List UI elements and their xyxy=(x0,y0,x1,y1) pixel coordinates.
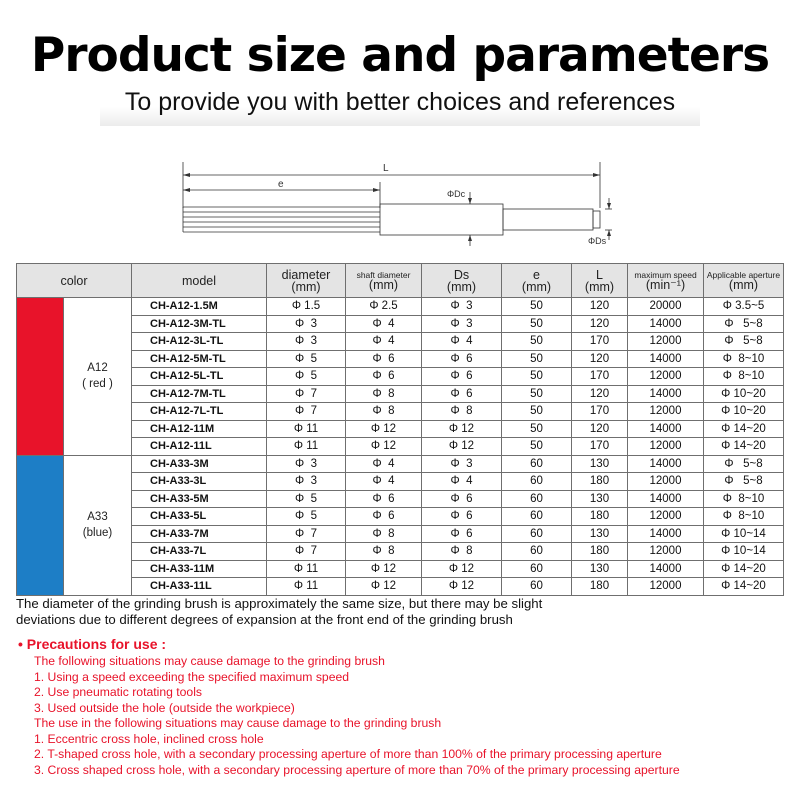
precaution-line: 1. Using a speed exceeding the specified maximum speed xyxy=(34,669,350,684)
cell-model: CH-A12-11M xyxy=(132,420,267,438)
color-swatch-blue xyxy=(17,455,64,595)
cell-ds: Φ 12 xyxy=(422,438,502,456)
cell-speed: 14000 xyxy=(628,455,704,473)
cell-aperture: Φ 5~8 xyxy=(704,333,784,351)
cell-diameter: Φ 11 xyxy=(267,560,346,578)
cell-l: 130 xyxy=(572,560,628,578)
cell-model: CH-A33-7L xyxy=(132,543,267,561)
group-label-a33: A33 (blue) xyxy=(64,455,132,595)
cell-ds: Φ 6 xyxy=(422,368,502,386)
cell-model: CH-A33-7M xyxy=(132,525,267,543)
cell-model: CH-A12-5M-TL xyxy=(132,350,267,368)
cell-speed: 12000 xyxy=(628,368,704,386)
cell-ds: Φ 3 xyxy=(422,315,502,333)
cell-l: 180 xyxy=(572,578,628,596)
cell-e: 60 xyxy=(502,455,572,473)
color-swatch-red xyxy=(17,298,64,456)
cell-aperture: Φ 10~20 xyxy=(704,403,784,421)
cell-shaft: Φ 4 xyxy=(346,455,422,473)
header-aperture: Applicable aperture (mm) xyxy=(704,264,784,298)
cell-diameter: Φ 11 xyxy=(267,420,346,438)
cell-diameter: Φ 1.5 xyxy=(267,298,346,316)
table-row xyxy=(17,508,784,526)
cell-l: 170 xyxy=(572,403,628,421)
cell-e: 60 xyxy=(502,473,572,491)
header-ds: Ds (mm) xyxy=(422,264,502,298)
precaution-line: 1. Eccentric cross hole, inclined cross hole xyxy=(34,731,264,746)
cell-speed: 14000 xyxy=(628,560,704,578)
spec-table xyxy=(16,263,784,596)
cell-ds: Φ 8 xyxy=(422,543,502,561)
cell-aperture: Φ 14~20 xyxy=(704,578,784,596)
cell-e: 50 xyxy=(502,315,572,333)
cell-model: CH-A33-5M xyxy=(132,490,267,508)
table-row xyxy=(17,490,784,508)
cell-e: 50 xyxy=(502,298,572,316)
cell-aperture: Φ 8~10 xyxy=(704,368,784,386)
cell-diameter: Φ 5 xyxy=(267,508,346,526)
cell-ds: Φ 6 xyxy=(422,525,502,543)
cell-model: CH-A33-11M xyxy=(132,560,267,578)
cell-model: CH-A33-3L xyxy=(132,473,267,491)
cell-e: 50 xyxy=(502,333,572,351)
cell-aperture: Φ 5~8 xyxy=(704,315,784,333)
diagram-label-dc: ΦDc xyxy=(447,189,466,199)
cell-shaft: Φ 6 xyxy=(346,350,422,368)
table-row xyxy=(17,438,784,456)
cell-aperture: Φ 8~10 xyxy=(704,490,784,508)
table-row xyxy=(17,525,784,543)
cell-l: 120 xyxy=(572,385,628,403)
diagram-label-L: L xyxy=(383,163,389,174)
cell-l: 120 xyxy=(572,420,628,438)
cell-speed: 14000 xyxy=(628,350,704,368)
cell-diameter: Φ 5 xyxy=(267,490,346,508)
table-row xyxy=(17,420,784,438)
diagram-label-ds: ΦDs xyxy=(588,236,607,246)
cell-aperture: Φ 8~10 xyxy=(704,350,784,368)
cell-speed: 12000 xyxy=(628,508,704,526)
cell-ds: Φ 12 xyxy=(422,420,502,438)
cell-aperture: Φ 5~8 xyxy=(704,455,784,473)
cell-ds: Φ 6 xyxy=(422,350,502,368)
cell-speed: 14000 xyxy=(628,490,704,508)
cell-model: CH-A12-3M-TL xyxy=(132,315,267,333)
cell-l: 120 xyxy=(572,350,628,368)
header-l: L (mm) xyxy=(572,264,628,298)
cell-l: 170 xyxy=(572,368,628,386)
cell-ds: Φ 12 xyxy=(422,578,502,596)
cell-aperture: Φ 10~20 xyxy=(704,385,784,403)
cell-ds: Φ 4 xyxy=(422,333,502,351)
brush-dimension-diagram xyxy=(175,160,625,260)
table-row xyxy=(17,368,784,386)
cell-diameter: Φ 3 xyxy=(267,473,346,491)
cell-e: 50 xyxy=(502,403,572,421)
cell-aperture: Φ 10~14 xyxy=(704,543,784,561)
table-row xyxy=(17,385,784,403)
cell-e: 60 xyxy=(502,508,572,526)
cell-ds: Φ 6 xyxy=(422,385,502,403)
cell-ds: Φ 12 xyxy=(422,560,502,578)
cell-diameter: Φ 5 xyxy=(267,368,346,386)
precautions-list xyxy=(34,654,794,778)
precaution-line: The use in the following situations may cause damage to the grinding brush xyxy=(34,716,442,730)
cell-speed: 12000 xyxy=(628,403,704,421)
cell-ds: Φ 4 xyxy=(422,473,502,491)
cell-e: 60 xyxy=(502,525,572,543)
precautions-title: • Precautions for use : xyxy=(18,636,167,652)
cell-shaft: Φ 8 xyxy=(346,543,422,561)
cell-aperture: Φ 5~8 xyxy=(704,473,784,491)
header-shaft-diameter: shaft diameter (mm) xyxy=(346,264,422,298)
cell-diameter: Φ 5 xyxy=(267,350,346,368)
note-line: The diameter of the grinding brush is approximately the same size, but there may be slight xyxy=(16,596,543,611)
cell-speed: 14000 xyxy=(628,315,704,333)
table-row xyxy=(17,403,784,421)
cell-l: 170 xyxy=(572,438,628,456)
cell-l: 180 xyxy=(572,473,628,491)
cell-speed: 12000 xyxy=(628,578,704,596)
cell-l: 120 xyxy=(572,315,628,333)
cell-e: 60 xyxy=(502,490,572,508)
cell-aperture: Φ 3.5~5 xyxy=(704,298,784,316)
group-label-a12: A12 ( red ) xyxy=(64,298,132,456)
cell-aperture: Φ 14~20 xyxy=(704,420,784,438)
cell-shaft: Φ 12 xyxy=(346,560,422,578)
cell-diameter: Φ 7 xyxy=(267,543,346,561)
cell-model: CH-A12-5L-TL xyxy=(132,368,267,386)
table-row xyxy=(17,560,784,578)
cell-aperture: Φ 10~14 xyxy=(704,525,784,543)
header-max-speed: maximum speed (min⁻¹) xyxy=(628,264,704,298)
cell-diameter: Φ 7 xyxy=(267,385,346,403)
cell-shaft: Φ 4 xyxy=(346,473,422,491)
cell-ds: Φ 3 xyxy=(422,455,502,473)
cell-l: 170 xyxy=(572,333,628,351)
page-title: Product size and parameters xyxy=(30,28,770,83)
cell-model: CH-A12-7L-TL xyxy=(132,403,267,421)
cell-shaft: Φ 2.5 xyxy=(346,298,422,316)
cell-e: 50 xyxy=(502,385,572,403)
cell-model: CH-A33-3M xyxy=(132,455,267,473)
cell-speed: 14000 xyxy=(628,525,704,543)
table-row xyxy=(17,298,784,316)
precaution-line: 3. Cross shaped cross hole, with a secondary processing aperture of more than 70% of the primary processing aperture xyxy=(34,762,680,777)
cell-shaft: Φ 6 xyxy=(346,490,422,508)
cell-aperture: Φ 8~10 xyxy=(704,508,784,526)
cell-diameter: Φ 7 xyxy=(267,403,346,421)
cell-speed: 12000 xyxy=(628,473,704,491)
header-color: color xyxy=(17,264,132,298)
cell-l: 180 xyxy=(572,543,628,561)
cell-model: CH-A12-11L xyxy=(132,438,267,456)
cell-e: 50 xyxy=(502,438,572,456)
cell-aperture: Φ 14~20 xyxy=(704,438,784,456)
cell-shaft: Φ 6 xyxy=(346,368,422,386)
diagram-label-e: e xyxy=(278,179,284,190)
cell-speed: 14000 xyxy=(628,420,704,438)
header-model: model xyxy=(132,264,267,298)
cell-speed: 12000 xyxy=(628,333,704,351)
cell-speed: 12000 xyxy=(628,438,704,456)
size-deviation-note xyxy=(16,596,796,628)
header-diameter: diameter (mm) xyxy=(267,264,346,298)
cell-e: 50 xyxy=(502,420,572,438)
cell-l: 180 xyxy=(572,508,628,526)
cell-l: 130 xyxy=(572,525,628,543)
cell-shaft: Φ 8 xyxy=(346,385,422,403)
precaution-line: 2. Use pneumatic rotating tools xyxy=(34,685,203,699)
cell-diameter: Φ 11 xyxy=(267,438,346,456)
cell-speed: 14000 xyxy=(628,385,704,403)
note-line: deviations due to different degrees of expansion at the front end of the grinding brush xyxy=(16,612,513,627)
cell-aperture: Φ 14~20 xyxy=(704,560,784,578)
cell-model: CH-A12-7M-TL xyxy=(132,385,267,403)
cell-shaft: Φ 6 xyxy=(346,508,422,526)
table-row xyxy=(17,350,784,368)
table-row xyxy=(17,333,784,351)
cell-shaft: Φ 12 xyxy=(346,438,422,456)
table-row xyxy=(17,455,784,473)
cell-diameter: Φ 11 xyxy=(267,578,346,596)
cell-shaft: Φ 12 xyxy=(346,420,422,438)
cell-l: 130 xyxy=(572,490,628,508)
cell-speed: 12000 xyxy=(628,543,704,561)
cell-diameter: Φ 3 xyxy=(267,455,346,473)
cell-diameter: Φ 3 xyxy=(267,333,346,351)
cell-model: CH-A33-5L xyxy=(132,508,267,526)
cell-ds: Φ 6 xyxy=(422,490,502,508)
cell-ds: Φ 3 xyxy=(422,298,502,316)
table-row xyxy=(17,315,784,333)
table-header-row xyxy=(17,264,784,298)
precaution-line: 3. Used outside the hole (outside the workpiece) xyxy=(34,700,295,715)
cell-ds: Φ 6 xyxy=(422,508,502,526)
table-row xyxy=(17,473,784,491)
cell-model: CH-A12-3L-TL xyxy=(132,333,267,351)
cell-l: 120 xyxy=(572,298,628,316)
cell-e: 60 xyxy=(502,560,572,578)
cell-e: 60 xyxy=(502,543,572,561)
cell-shaft: Φ 8 xyxy=(346,525,422,543)
cell-e: 60 xyxy=(502,578,572,596)
precaution-line: 2. T-shaped cross hole, with a secondary processing aperture of more than 100% of the primary processing aperture xyxy=(34,747,662,761)
cell-shaft: Φ 8 xyxy=(346,403,422,421)
cell-e: 50 xyxy=(502,350,572,368)
cell-shaft: Φ 4 xyxy=(346,315,422,333)
cell-shaft: Φ 4 xyxy=(346,333,422,351)
cell-shaft: Φ 12 xyxy=(346,578,422,596)
cell-model: CH-A12-1.5M xyxy=(132,298,267,316)
table-row xyxy=(17,578,784,596)
cell-e: 50 xyxy=(502,368,572,386)
precaution-line: The following situations may cause damage to the grinding brush xyxy=(34,654,385,668)
table-row xyxy=(17,543,784,561)
page-subtitle: To provide you with better choices and references xyxy=(124,88,676,116)
header-e: e (mm) xyxy=(502,264,572,298)
cell-diameter: Φ 3 xyxy=(267,315,346,333)
cell-diameter: Φ 7 xyxy=(267,525,346,543)
cell-speed: 20000 xyxy=(628,298,704,316)
cell-ds: Φ 8 xyxy=(422,403,502,421)
cell-model: CH-A33-11L xyxy=(132,578,267,596)
cell-l: 130 xyxy=(572,455,628,473)
